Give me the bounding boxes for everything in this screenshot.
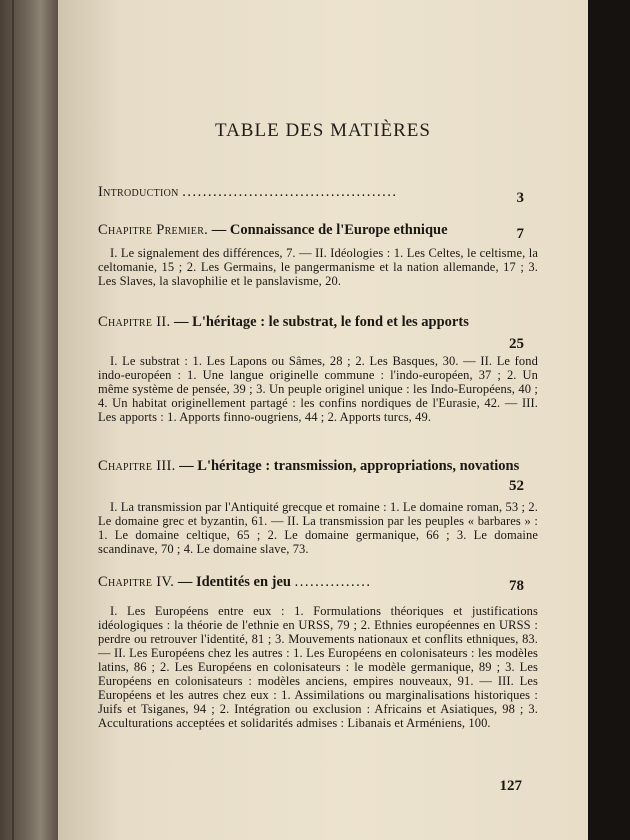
- chapter-title: — Identités en jeu: [174, 574, 291, 590]
- chapter-title: — L'héritage : le substrat, le fond et les apports: [170, 314, 469, 330]
- chapter-label: Chapitre II.: [98, 314, 171, 330]
- leader-dots: ..........................................: [182, 184, 398, 200]
- chapter-summary: [98, 354, 538, 424]
- toc-entry-chapter-2: [98, 314, 528, 331]
- page-folio-number: 127: [499, 778, 522, 794]
- chapter-summary-text: I. Le substrat : 1. Les Lapons ou Sâmes, 28 ; 2. Les Basques, 30. — II. Le fond indo-européen : 1. Une langue originelle commune : l'indo-européen, 37 ; 2. Un même système de pensée, 39 ; 3. Un peuple originel unique : les Indo-Européens, 40 ; 4. Un habitat originellement partagé : les confins nordiques de l'Eurasie, 42. — III. Les apports : 1. Apports finno-ougriens, 44 ; 2. Apports turcs, 49.: [98, 354, 538, 424]
- chapter-title: — L'héritage : transmission, appropriations, novations: [175, 458, 520, 474]
- introduction-page-number: 3: [516, 190, 524, 206]
- chapter-title: — Connaissance de l'Europe ethnique: [208, 222, 448, 238]
- chapter-summary: [98, 246, 538, 288]
- chapter-page-number: 25: [509, 336, 524, 352]
- chapter-label: Chapitre III.: [98, 458, 176, 474]
- toc-entry-chapter-1: [98, 222, 498, 239]
- book-spine-edge: [0, 0, 58, 840]
- toc-entry-introduction: [98, 184, 498, 201]
- chapter-summary: [98, 604, 538, 730]
- toc-entry-chapter-3: [98, 458, 528, 475]
- chapter-page-number: 7: [516, 226, 524, 242]
- chapter-label: Chapitre IV.: [98, 574, 175, 590]
- chapter-page-number: 52: [509, 478, 524, 494]
- chapter-summary-text: I. Le signalement des différences, 7. — II. Idéologies : 1. Les Celtes, le celtisme, la celtomanie, 15 ; 2. Les Germains, le pangermanisme et la nation allemande, 17 ; 3. Les Slaves, la slavophilie et le panslavisme, 20.: [98, 246, 538, 288]
- chapter-summary-text: I. Les Européens entre eux : 1. Formulations théoriques et justifications idéologiques : la théorie de l'ethnie en URSS, 79 ; 2. Ethnies européennes en URSS : perdre ou retrouver l'identité, 81 ; 3. Mouvements nationaux et conflits ethniques, 83. — II. Les Européens chez les autres : 1. Les Européens en colonisateurs : les modèles latins, 86 ; 2. Les Européens en colonisateurs : le modèle germanique, 89 ; 3. Les Européens en colonisateurs : modèles anciens, empires nouveaux, 91. — III. Les Européens et les autres chez eux : 1. Assimilations ou marginalisations historiques : Juifs et Tsiganes, 94 ; 2. Intégration ou exclusion : Africains et Asiatiques, 98 ; 3. Acculturations acceptées et solidarités admises : Libanais et Arméniens, 100.: [98, 604, 538, 730]
- book-page: [58, 0, 588, 840]
- chapter-page-number: 78: [509, 578, 524, 594]
- toc-entry-chapter-4: [98, 574, 518, 591]
- chapter-summary-text: I. La transmission par l'Antiquité grecque et romaine : 1. Le domaine roman, 53 ; 2. Le domaine grec et byzantin, 61. — II. La transmission par les peuples « barbares » : 1. Le domaine celtique, 65 ; 2. Le domaine germanique, 66 ; 3. Le domaine scandinave, 70 ; 4. Le domaine slave, 73.: [98, 500, 538, 556]
- introduction-label: Introduction: [98, 184, 179, 200]
- chapter-summary: [98, 500, 538, 556]
- background-dark: [586, 0, 630, 840]
- leader-dots: ...............: [294, 574, 372, 590]
- chapter-label: Chapitre Premier.: [98, 222, 209, 238]
- page-title: TABLE DES MATIÈRES: [215, 120, 431, 141]
